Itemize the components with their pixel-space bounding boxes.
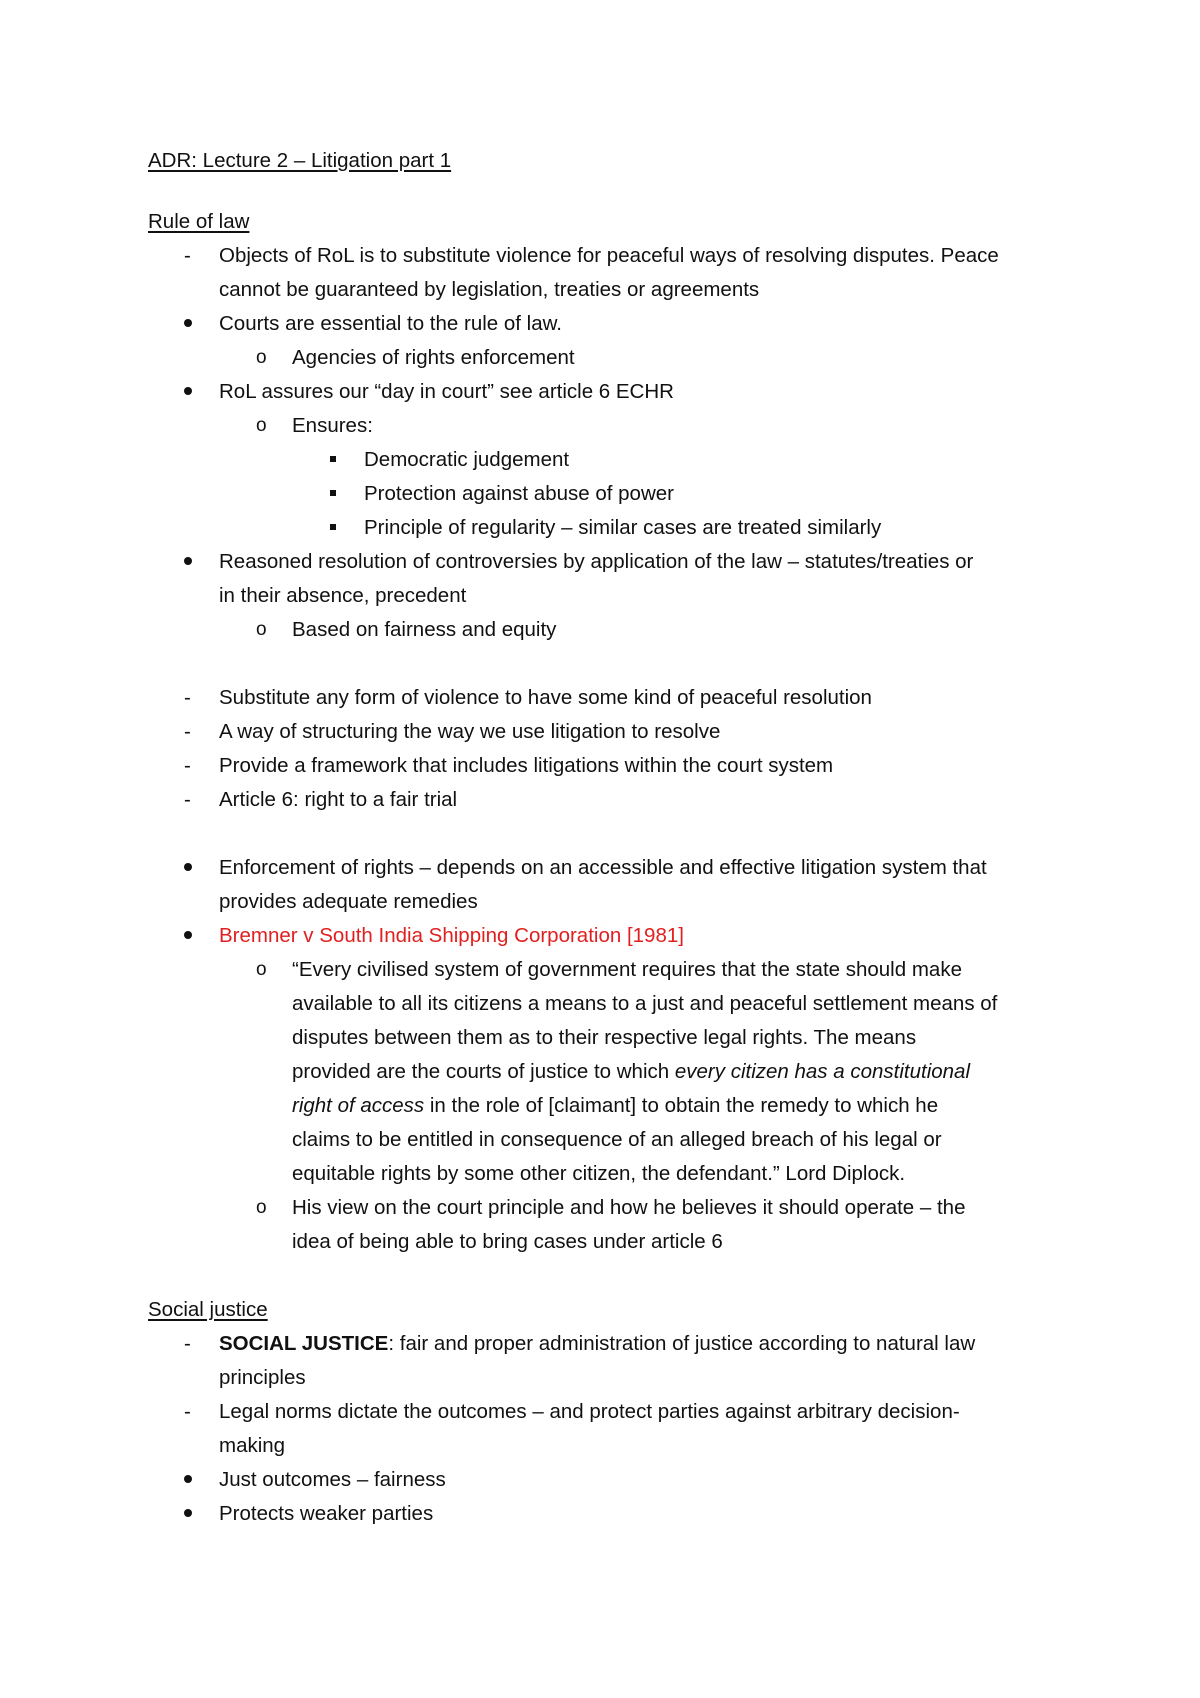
quote-line: disputes between them as to their respective legal rights. The means — [292, 1026, 917, 1049]
bullet-icon — [184, 378, 192, 406]
section-heading-rule-of-law: Rule of law — [148, 210, 250, 233]
circle-marker: o — [256, 959, 267, 980]
section-heading-social-justice: Social justice — [148, 1298, 268, 1321]
list-item: Based on fairness and equity — [292, 618, 557, 641]
document-title: ADR: Lecture 2 – Litigation part 1 — [148, 149, 452, 172]
quote-line — [292, 1058, 970, 1086]
dash-marker: - — [184, 244, 191, 267]
list-item: Democratic judgement — [364, 448, 570, 471]
list-item: Courts are essential to the rule of law. — [219, 312, 562, 335]
list-item: RoL assures our “day in court” see article 6 ECHR — [219, 380, 674, 403]
dash-marker: - — [184, 754, 191, 777]
square-bullet-icon — [330, 514, 336, 542]
dash-marker: - — [184, 686, 191, 709]
list-item: Protects weaker parties — [219, 1502, 434, 1525]
square-bullet-icon — [330, 446, 336, 474]
list-item: Substitute any form of violence to have some kind of peaceful resolution — [219, 686, 872, 709]
dash-marker: - — [184, 1332, 191, 1355]
list-item-continuation: making — [219, 1434, 286, 1457]
list-item-continuation: provides adequate remedies — [219, 890, 478, 913]
quote-line: equitable rights by some other citizen, the defendant.” Lord Diplock. — [292, 1162, 906, 1185]
square-bullet-icon — [330, 480, 336, 508]
list-item — [219, 1330, 975, 1358]
list-item: Reasoned resolution of controversies by application of the law – statutes/treaties or — [219, 550, 974, 573]
list-item: Just outcomes – fairness — [219, 1468, 446, 1491]
list-item: His view on the court principle and how he believes it should operate – the — [292, 1196, 966, 1219]
bullet-icon — [184, 310, 192, 338]
list-item: Enforcement of rights – depends on an accessible and effective litigation system that — [219, 856, 987, 879]
list-item-continuation: principles — [219, 1366, 306, 1389]
list-item: Agencies of rights enforcement — [292, 346, 575, 369]
quote-emphasis: every citizen has a constitutional — [674, 1060, 971, 1083]
dash-marker: - — [184, 720, 191, 743]
dash-marker: - — [184, 1400, 191, 1423]
quote-line: claims to be entitled in consequence of an alleged breach of his legal or — [292, 1128, 942, 1151]
term-bold: SOCIAL JUSTICE — [219, 1332, 389, 1355]
list-item: Ensures: — [292, 414, 373, 437]
list-item-continuation: cannot be guaranteed by legislation, treaties or agreements — [219, 278, 760, 301]
bullet-icon — [184, 1500, 192, 1528]
bullet-icon — [184, 1466, 192, 1494]
circle-marker: o — [256, 347, 267, 368]
list-item-continuation: idea of being able to bring cases under article 6 — [292, 1230, 723, 1253]
circle-marker: o — [256, 619, 267, 640]
bullet-icon — [184, 548, 192, 576]
list-item-continuation: in their absence, precedent — [219, 584, 467, 607]
quote-text: in the role of [claimant] to obtain the remedy to which he — [424, 1094, 939, 1117]
list-item: Provide a framework that includes litigations within the court system — [219, 754, 834, 777]
quote-line — [292, 1092, 938, 1120]
quote-emphasis: right of access — [292, 1094, 425, 1117]
bullet-icon — [184, 922, 192, 950]
quote-text: provided are the courts of justice to which — [292, 1060, 675, 1083]
circle-marker: o — [256, 1197, 267, 1218]
list-item: Article 6: right to a fair trial — [219, 788, 458, 811]
bullet-icon — [184, 854, 192, 882]
list-item: A way of structuring the way we use litigation to resolve — [219, 720, 721, 743]
list-item: Principle of regularity – similar cases are treated similarly — [364, 516, 882, 539]
circle-marker: o — [256, 415, 267, 436]
term-definition: : fair and proper administration of justice according to natural law — [388, 1332, 976, 1355]
list-item: Protection against abuse of power — [364, 482, 674, 505]
list-item: Objects of RoL is to substitute violence for peaceful ways of resolving disputes. Peace — [219, 244, 999, 267]
quote-line: available to all its citizens a means to a just and peaceful settlement means of — [292, 992, 998, 1015]
case-citation: Bremner v South India Shipping Corporation [1981] — [219, 924, 684, 947]
list-item: Legal norms dictate the outcomes – and protect parties against arbitrary decision- — [219, 1400, 960, 1423]
dash-marker: - — [184, 788, 191, 811]
quote-line: “Every civilised system of government requires that the state should make — [292, 958, 962, 981]
